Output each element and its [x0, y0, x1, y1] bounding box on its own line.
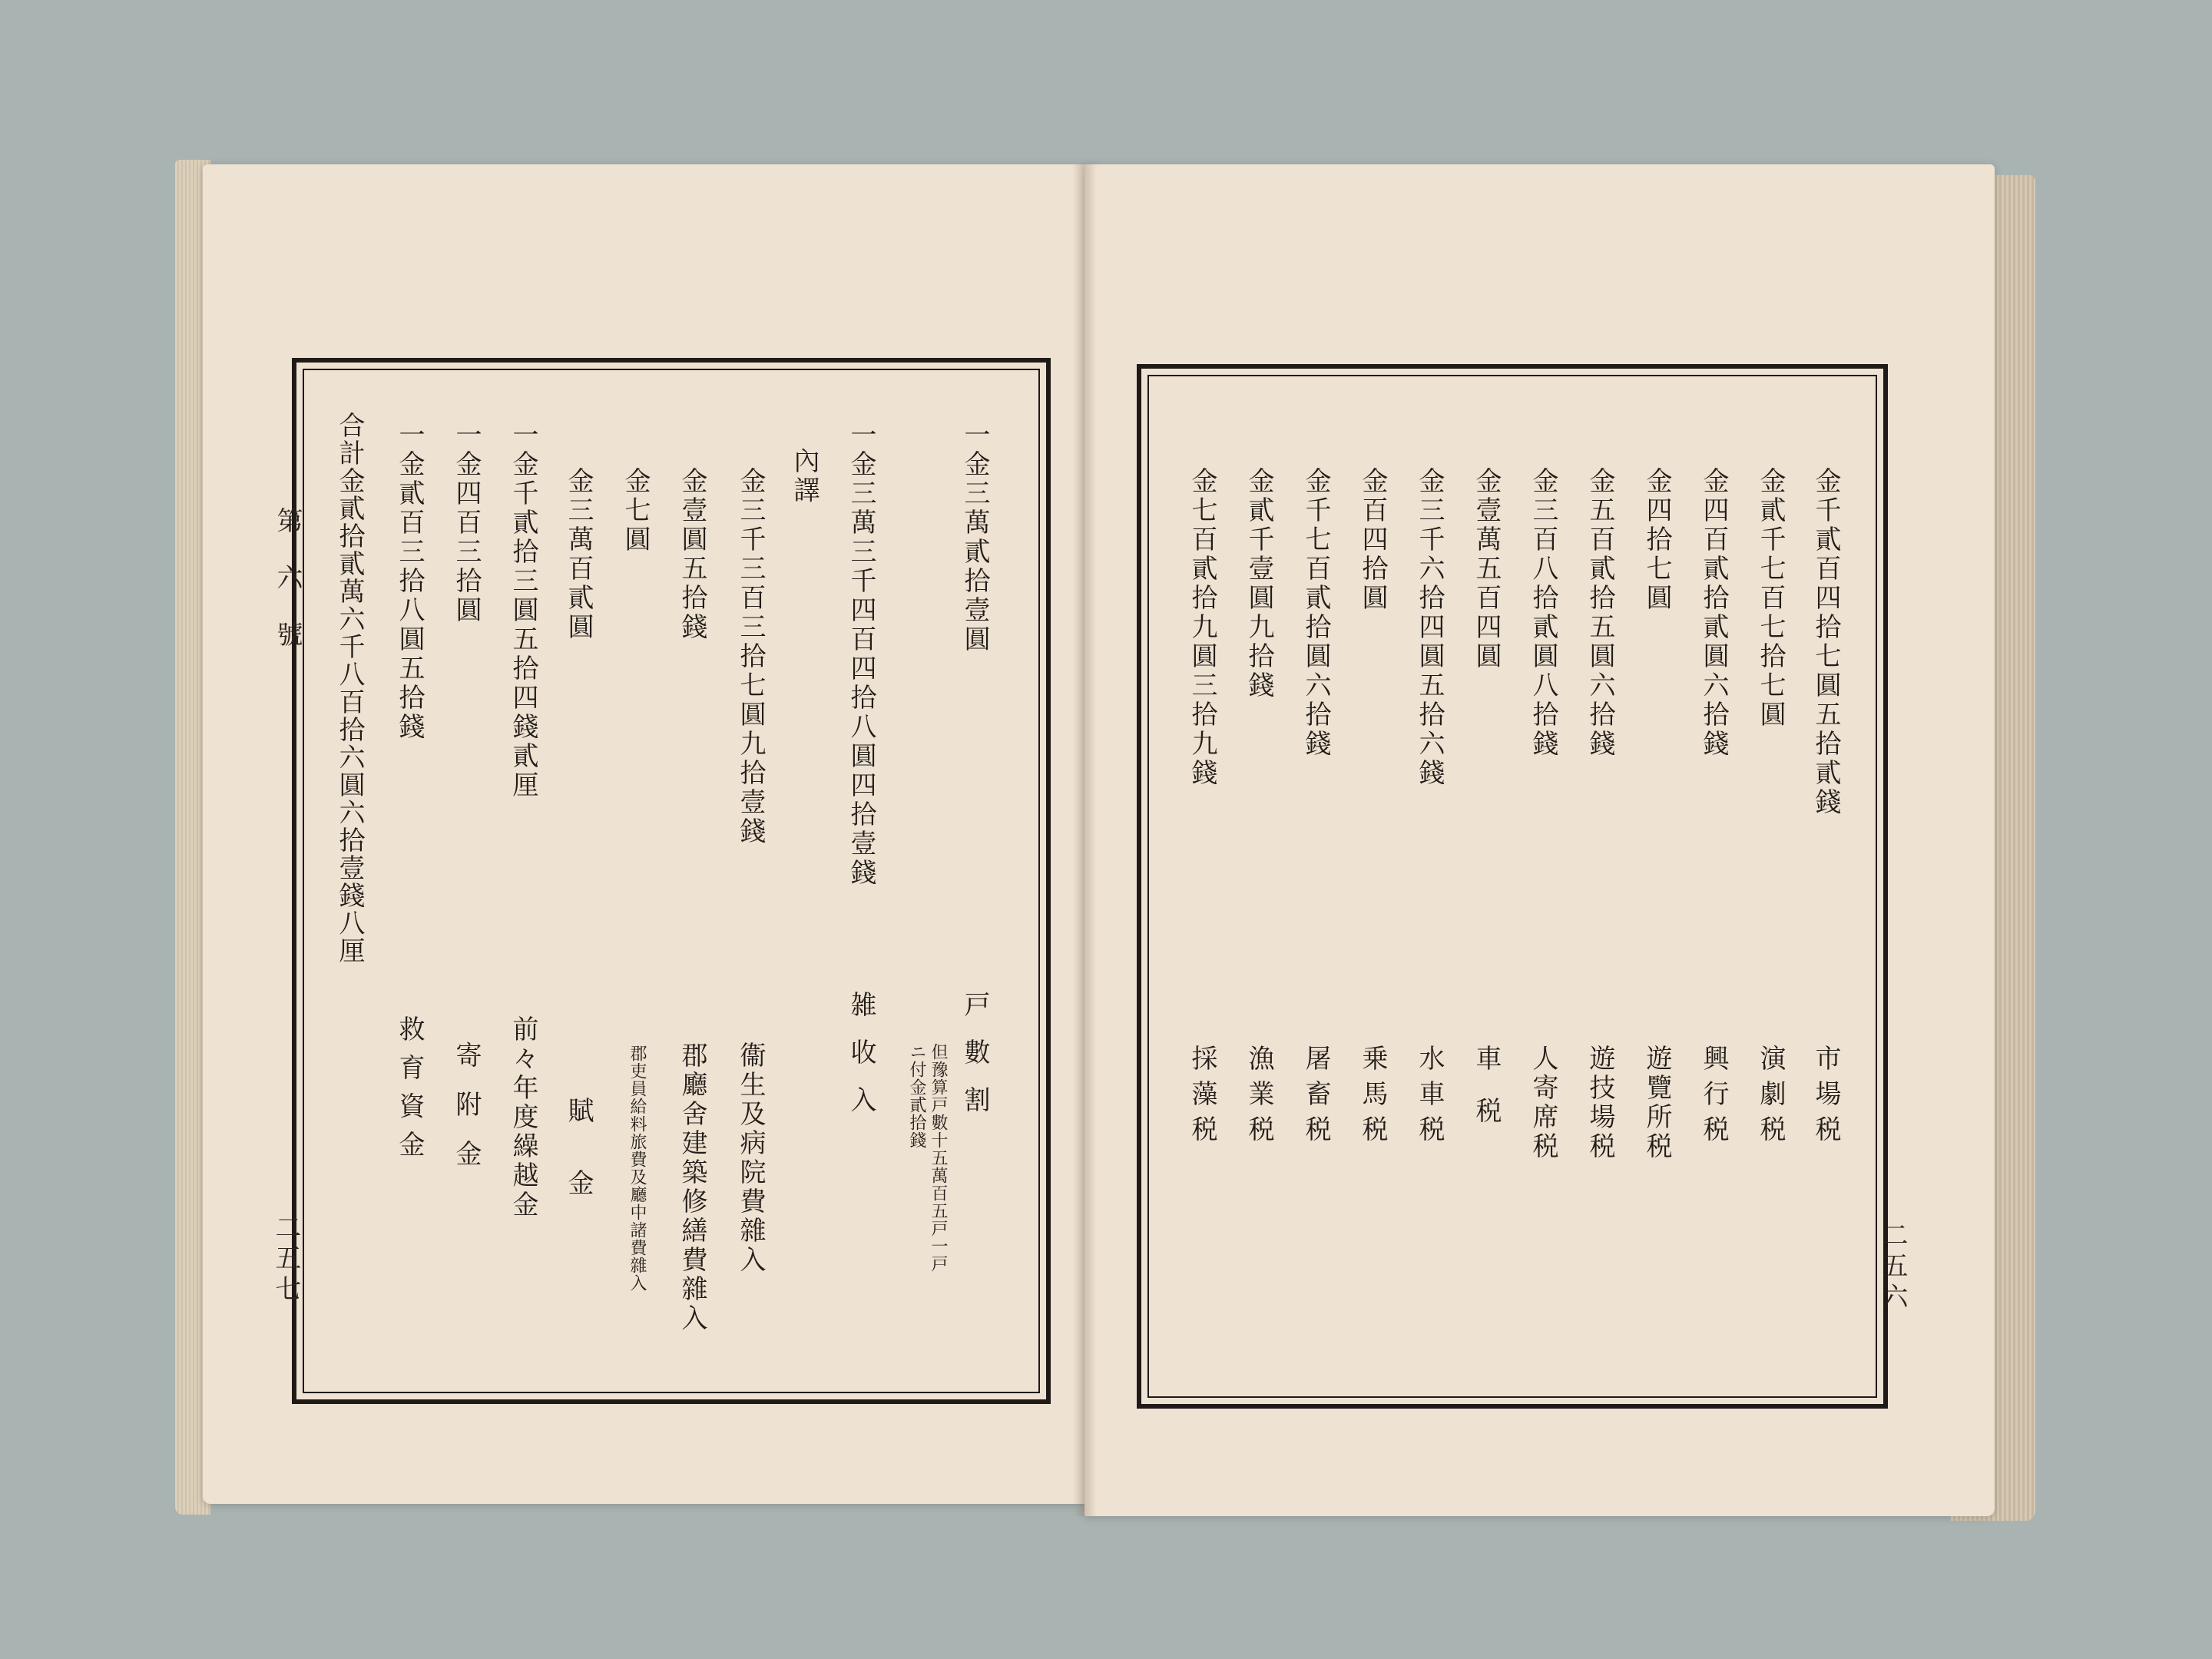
right-entry-label: 屠畜税: [1300, 1045, 1331, 1151]
left-breakdown-label: 內譯: [789, 447, 820, 505]
right-entry-label: 採藻税: [1187, 1045, 1217, 1151]
right-entry-amount: 金千七百貳拾圓六拾錢: [1300, 467, 1331, 759]
left-entry-label: 救育資金: [394, 1015, 425, 1169]
right-entry-amount: 金四拾七圓: [1641, 467, 1672, 613]
left-entry-label: 前々年度繰越金: [508, 1015, 538, 1220]
right-entry-label: 乗馬税: [1357, 1045, 1388, 1151]
right-entry-label: 市場税: [1810, 1045, 1841, 1151]
right-entry-label: 演劇税: [1755, 1045, 1786, 1151]
right-entry-label: 漁業税: [1243, 1045, 1274, 1151]
left-entry-label: 雑收入: [846, 991, 876, 1134]
right-entry-amount: 金壹萬五百四圓: [1471, 467, 1502, 671]
right-entry-label: 人寄席税: [1528, 1045, 1558, 1161]
right-entry-amount: 金五百貳拾五圓六拾錢: [1584, 467, 1615, 759]
left-entry-amount: 金壹圓五拾錢: [677, 467, 707, 642]
left-entry-label: 戸數割: [959, 991, 990, 1134]
right-entry-label: 車税: [1471, 1045, 1502, 1149]
left-entry-label: 郡吏員給料旅費及廳中諸費雜入: [628, 1045, 647, 1292]
left-entry-note: ニ付金貳拾錢: [907, 1043, 926, 1149]
right-entry-label: 興行税: [1698, 1045, 1729, 1151]
right-entry-amount: 金七百貳拾九圓三拾九錢: [1187, 467, 1217, 788]
right-entry-label: 遊覽所税: [1641, 1045, 1672, 1161]
left-page-header: 第六號: [272, 507, 303, 677]
right-entry-amount: 金三千六拾四圓五拾六錢: [1414, 467, 1445, 788]
right-entry-amount: 金貳千壹圓九拾錢: [1243, 467, 1274, 700]
left-entry-amount: 一金四百三拾圓: [451, 421, 482, 625]
left-entry-note: 但豫算戸數十五萬百五戸一戸: [929, 1043, 948, 1273]
right-entry-amount: 金四百貳拾貳圓六拾錢: [1698, 467, 1729, 759]
left-entry-label: 衞生及病院費雜入: [735, 1041, 766, 1275]
left-entry-amount: 一金千貳拾三圓五拾四錢貳厘: [508, 421, 538, 800]
left-entry-amount: 金七圓: [620, 467, 651, 555]
left-entry-label: 郡廳舍建築修繕費雜入: [677, 1041, 707, 1333]
right-page-number: 二五六: [1877, 1221, 1908, 1313]
right-entry-amount: 金百四拾圓: [1357, 467, 1388, 613]
left-entry-label: 寄附金: [451, 1041, 482, 1189]
right-entry-label: 遊技場税: [1584, 1045, 1615, 1161]
right-entry-amount: 金貳千七百七拾七圓: [1755, 467, 1786, 730]
right-entry-label: 水車税: [1414, 1045, 1445, 1151]
left-entry-amount: 一金三萬三千四百四拾八圓四拾壹錢: [846, 421, 876, 888]
left-entry-label: 賦金: [563, 1097, 594, 1241]
left-total: 合計金貳拾貳萬六千八百拾六圓六拾壹錢八厘: [334, 412, 365, 965]
left-entry-amount: 一金貳百三拾八圓五拾錢: [394, 421, 425, 742]
book-gutter: [1072, 164, 1097, 1516]
right-entry-amount: 金千貳百四拾七圓五拾貳錢: [1810, 467, 1841, 817]
left-entry-amount: 金三萬百貳圓: [563, 467, 594, 642]
left-entry-amount: 金三千三百三拾七圓九拾壹錢: [735, 467, 766, 846]
left-entry-amount: 一金三萬貳拾壹圓: [959, 421, 990, 654]
right-entry-amount: 金三百八拾貳圓八拾錢: [1528, 467, 1558, 759]
left-page-number: 二五七: [270, 1214, 301, 1306]
